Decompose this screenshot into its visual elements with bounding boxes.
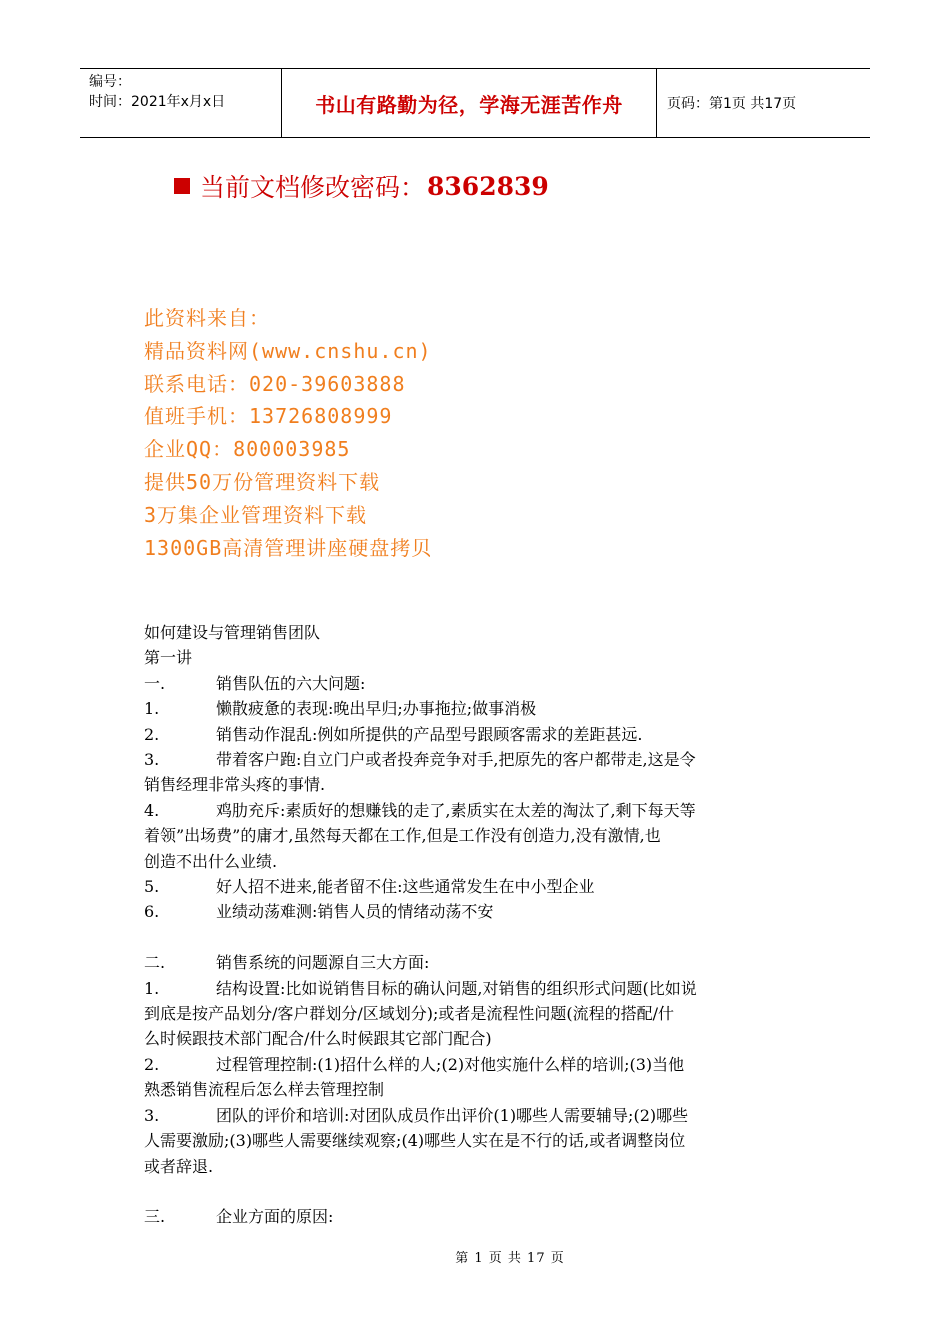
source-info-block xyxy=(144,302,432,564)
lecture-heading: 第一讲 xyxy=(144,648,193,668)
header-meta xyxy=(80,69,282,137)
item-text: 业绩动荡难测:销售人员的情绪动荡不安 xyxy=(216,902,494,922)
item-text: 销售动作混乱:例如所提供的产品型号跟顾客需求的差距甚远. xyxy=(216,724,643,744)
time-label: 时间：2021年x月x日 xyxy=(89,94,226,110)
item-number: 1. xyxy=(144,699,160,719)
source-line: 3万集企业管理资料下载 xyxy=(144,502,368,527)
item-continuation: 人需要激励;(3)哪些人需要继续观察;(4)哪些人实在是不行的话,或者调整岗位 xyxy=(144,1131,686,1151)
item-continuation: 么时候跟技术部门配合/什么时候跟其它部门配合) xyxy=(144,1029,492,1049)
item-continuation: 销售经理非常头疼的事情. xyxy=(144,775,326,795)
item-text: 带着客户跑:自立门户或者投奔竞争对手,把原先的客户都带走,这是令 xyxy=(216,750,696,770)
section-number: 一. xyxy=(144,673,166,693)
item-continuation: 着领”出场费”的庸才,虽然每天都在工作,但是工作没有创造力,没有激情,也 xyxy=(144,826,661,846)
item-text: 懒散疲惫的表现:晚出早归;办事拖拉;做事消极 xyxy=(216,699,537,719)
section-text: 企业方面的原因: xyxy=(216,1207,334,1227)
header-page-info: 页码：第1页 共17页 xyxy=(667,96,797,112)
section-text: 销售系统的问题源自三大方面: xyxy=(216,953,430,973)
section-heading xyxy=(144,950,814,975)
list-item xyxy=(144,1103,814,1128)
page-header xyxy=(80,68,870,138)
source-line: 1300GB高清管理讲座硬盘拷贝 xyxy=(144,535,433,560)
list-item xyxy=(144,798,814,823)
source-line: 企业QQ：800003985 xyxy=(144,437,351,462)
list-item xyxy=(144,747,814,772)
document-title: 如何建设与管理销售团队 xyxy=(144,623,321,642)
blank-line xyxy=(144,1179,814,1204)
section-text: 销售队伍的六大问题: xyxy=(216,673,366,693)
item-text: 团队的评价和培训:对团队成员作出评价(1)哪些人需要辅导;(2)哪些 xyxy=(216,1105,689,1125)
source-line: 提供50万份管理资料下载 xyxy=(144,469,381,494)
item-text: 鸡肋充斥:素质好的想赚钱的走了,素质实在太差的淘汰了,剩下每天等 xyxy=(216,800,696,820)
password-label: 当前文档修改密码： xyxy=(200,173,426,202)
item-number: 3. xyxy=(144,1105,160,1125)
page-footer: 第 1 页 共 17 页 xyxy=(455,1251,565,1266)
source-line: 此资料来自： xyxy=(144,306,270,330)
password-line xyxy=(174,166,549,206)
item-continuation: 创造不出什么业绩. xyxy=(144,851,278,871)
section-heading xyxy=(144,671,814,696)
item-number: 5. xyxy=(144,877,160,897)
item-number: 2. xyxy=(144,1054,160,1074)
list-item xyxy=(144,976,814,1001)
section-number: 三. xyxy=(144,1207,166,1227)
number-label: 编号： xyxy=(89,74,131,90)
item-continuation: 熟悉销售流程后怎么样去管理控制 xyxy=(144,1080,385,1100)
item-text: 结构设置:比如说销售目标的确认问题,对销售的组织形式问题(比如说 xyxy=(216,978,697,998)
list-item xyxy=(144,696,814,721)
document-body xyxy=(144,620,814,1230)
item-number: 3. xyxy=(144,750,160,770)
item-continuation: 或者辞退. xyxy=(144,1156,214,1176)
section-number: 二. xyxy=(144,953,166,973)
list-item xyxy=(144,1052,814,1077)
item-continuation: 到底是按产品划分/客户群划分/区域划分);或者是流程性问题(流程的搭配/什 xyxy=(144,1004,675,1024)
blank-line xyxy=(144,925,814,950)
source-line: 精品资料网(www.cnshu.cn) xyxy=(144,338,432,363)
source-line: 值班手机：13726808999 xyxy=(144,404,393,429)
item-text: 过程管理控制:(1)招什么样的人;(2)对他实施什么样的培训;(3)当他 xyxy=(216,1054,685,1074)
item-text: 好人招不进来,能者留不住:这些通常发生在中小型企业 xyxy=(216,877,595,897)
item-number: 6. xyxy=(144,902,160,922)
section-heading xyxy=(144,1204,814,1229)
source-line: 联系电话：020-39603888 xyxy=(144,371,406,396)
item-number: 1. xyxy=(144,978,160,998)
password-value: 8362839 xyxy=(427,171,549,201)
list-item xyxy=(144,899,814,924)
list-item xyxy=(144,874,814,899)
header-motto: 书山有路勤为径，学海无涯苦作舟 xyxy=(282,69,657,137)
list-item xyxy=(144,722,814,747)
item-number: 4. xyxy=(144,800,160,820)
item-number: 2. xyxy=(144,724,160,744)
square-bullet-icon xyxy=(174,178,190,194)
